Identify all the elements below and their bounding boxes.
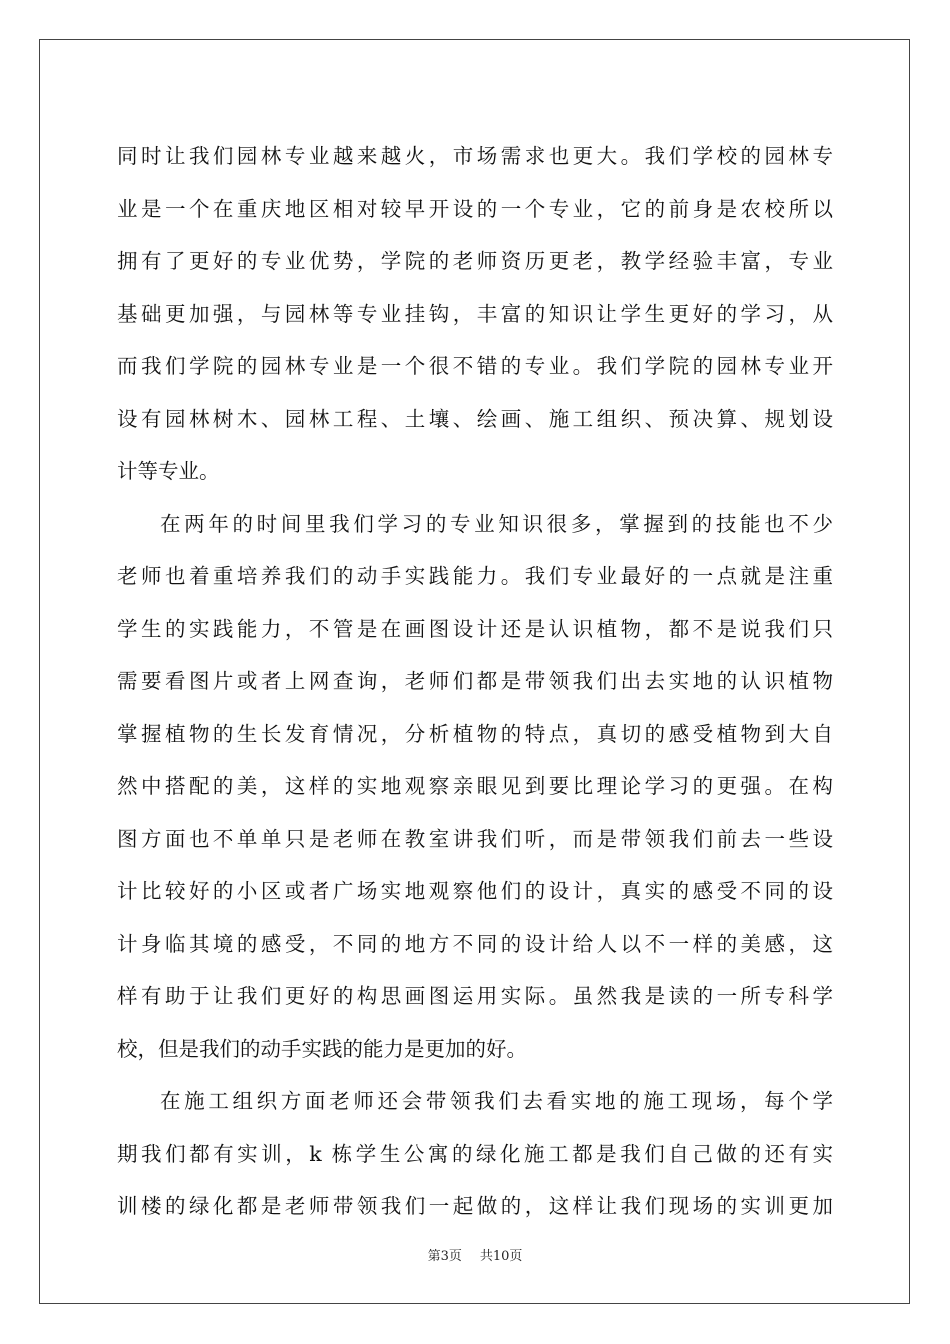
text-line: 需要看图片或者上网查询，老师们都是带领我们出去实地的认识植物 (117, 669, 833, 693)
text-line: 同时让我们园林专业越来越火，市场需求也更大。我们学校的园林专 (117, 144, 833, 168)
text-line: 在两年的时间里我们学习的专业知识很多，掌握到的技能也不少 (160, 511, 833, 536)
text-line: 计比较好的小区或者广场实地观察他们的设计，真实的感受不同的设 (117, 879, 833, 903)
text-line: 训楼的绿化都是老师带领我们一起做的，这样让我们现场的实训更加 (117, 1194, 833, 1218)
text-line: 校，但是我们的动手实践的能力是更加的好。 (117, 1036, 527, 1061)
text-line: 设有园林树木、园林工程、土壤、绘画、施工组织、预决算、规划设 (117, 406, 833, 431)
text-line: 期我们都有实训，k 栋学生公寓的绿化施工都是我们自己做的还有实 (117, 1141, 833, 1166)
text-line: 老师也着重培养我们的动手实践能力。我们专业最好的一点就是注重 (117, 564, 833, 588)
document-body (117, 130, 833, 1233)
text-line: 计身临其境的感受，不同的地方不同的设计给人以不一样的美感，这 (117, 931, 833, 956)
text-line: 样有助于让我们更好的构思画图运用实际。虽然我是读的一所专科学 (117, 984, 833, 1008)
text-line: 基础更加强，与园林等专业挂钩，丰富的知识让学生更好的学习，从 (117, 301, 833, 326)
page-total: 共10页 (479, 1249, 523, 1264)
text-line: 掌握植物的生长发育情况，分析植物的特点，真切的感受植物到大自 (117, 721, 833, 746)
text-line: 而我们学院的园林专业是一个很不错的专业。我们学院的园林专业开 (117, 354, 833, 378)
page-number: 第3页 (427, 1249, 462, 1264)
text-line: 业是一个在重庆地区相对较早开设的一个专业，它的前身是农校所以 (117, 196, 833, 221)
text-line: 拥有了更好的专业优势，学院的老师资历更老，教学经验丰富，专业 (117, 249, 833, 273)
text-line: 然中搭配的美，这样的实地观察亲眼见到要比理论学习的更强。在构 (117, 774, 833, 798)
text-line: 学生的实践能力，不管是在画图设计还是认识植物，都不是说我们只 (117, 616, 833, 641)
text-line: 在施工组织方面老师还会带领我们去看实地的施工现场，每个学 (160, 1089, 833, 1113)
page-footer (0, 1245, 950, 1264)
text-line: 图方面也不单单只是老师在教室讲我们听，而是带领我们前去一些设 (117, 826, 833, 851)
text-line: 计等专业。 (117, 459, 220, 483)
